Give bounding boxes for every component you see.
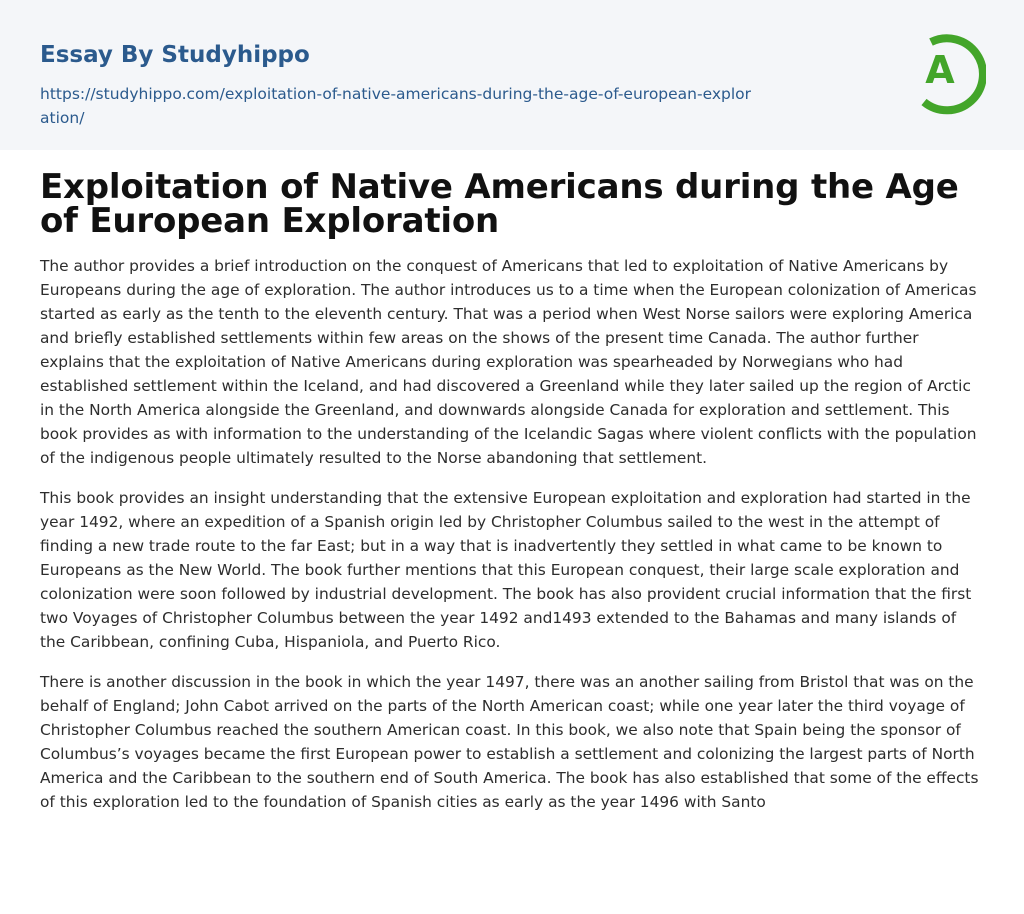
essay-url-link[interactable]: https://studyhippo.com/exploitation-of-native-americans-during-the-age-of-european-exploration/ <box>40 85 752 127</box>
essay-title: Exploitation of Native Americans during the Age of European Exploration <box>40 167 959 241</box>
essay-paragraph: This book provides an insight understanding that the extensive European exploitation and exploration had started in the year 1492, where an expedition of a Spanish origin led by Christopher Columbus sailed to the west in the attempt of finding a new trade route to the far East; but in a way that is inadvertently they settled in what came to be known to Europeans as the New World. The book further mentions that this European conquest, their large scale exploration and colonization were soon followed by industrial development. The book has also provident crucial information that the first two Voyages of Christopher Columbus between the year 1492 and1493 extended to the Bahamas and many islands of the Caribbean, confining Cuba, Hispaniola, and Puerto Rico. <box>40 489 972 651</box>
essay-paragraph: There is another discussion in the book in which the year 1497, there was an another sailing from Bristol that was on the behalf of England; John Cabot arrived on the parts of the North American coast; while one year later the third voyage of Christopher Columbus reached the southern American coast. In this book, we also note that Spain being the sponsor of Columbus’s voyages became the first European power to establish a settlement and colonizing the largest parts of North America and the Caribbean to the southern end of South America. The book has also established that some of the effects of this exploration led to the foundation of Spanish cities as early as the year 1496 with Santo <box>40 673 979 811</box>
logo-letter: A <box>925 48 955 92</box>
essay-content <box>0 150 1024 814</box>
essay-paragraph: The author provides a brief introduction on the conquest of Americans that led to exploitation of Native Americans by Europeans during the age of exploration. The author introduces us to a time when the European colonization of Americas started as early as the tenth to the eleventh century. That was a period when West Norse sailors were exploring America and briefly established settlements within few areas on the shows of the present time Canada. The author further explains that the exploitation of Native Americans during exploration was spearheaded by Norwegians who had established settlement within the Iceland, and had discovered a Greenland while they later sailed up the region of Arctic in the North America alongside the Greenland, and downwards alongside Canada for exploration and settlement. This book provides as with information to the understanding of the Icelandic Sagas where violent conflicts with the population of the indigenous people ultimately resulted to the Norse abandoning that settlement. <box>40 257 977 467</box>
site-title[interactable]: Essay By Studyhippo <box>40 42 310 68</box>
studyhippo-logo-icon[interactable] <box>914 28 986 116</box>
site-header <box>0 0 1024 150</box>
